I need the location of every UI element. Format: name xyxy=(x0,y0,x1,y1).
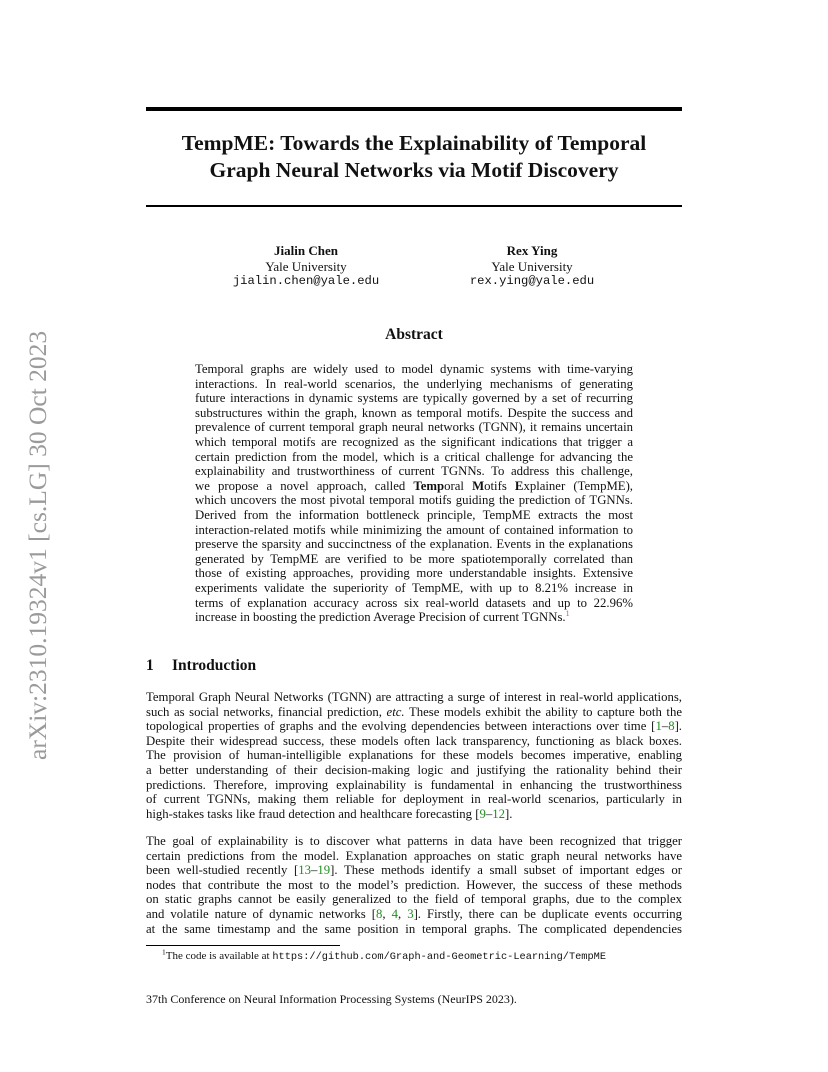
abstract-line: interactions. In real-world scenarios, the underlying mechanisms of generating xyxy=(195,376,633,391)
abstract-line: which uncovers the most pivotal temporal motifs guiding the prediction of TGNNs. xyxy=(195,493,633,508)
author-block-1 xyxy=(186,243,426,290)
paragraph-line: topological properties of graphs and the evolving dependencies between interactions over time [1–8]. xyxy=(146,719,682,734)
abstract-heading: Abstract xyxy=(385,326,443,343)
paragraph-line: and volatile nature of dynamic networks [8, 4, 3]. Firstly, there can be duplicate events occurring xyxy=(146,906,683,921)
author-name: Rex Ying xyxy=(506,243,558,258)
paragraph-line: on static graphs cannot be easily generalized to the field of temporal graphs, due to the complex xyxy=(146,892,682,907)
abstract-line: interaction-related motifs while minimizing the amount of contained information to xyxy=(195,522,633,537)
paper-title xyxy=(146,130,682,184)
abstract-line: Temporal graphs are widely used to model dynamic systems with time-varying xyxy=(195,362,633,376)
abstract-line: prevalence of current temporal graph neural networks (TGNN), it remains uncertain xyxy=(195,420,633,435)
code-repository-link[interactable]: https://github.com/Graph-and-Geometric-Learning/TempME xyxy=(272,951,607,963)
title-line-1: TempME: Towards the Explainability of Temporal xyxy=(181,131,647,155)
footnote-marker[interactable]: 1 xyxy=(565,608,570,618)
paragraph-line: Temporal Graph Neural Networks (TGNN) are attracting a surge of interest in real-world applications, xyxy=(146,690,682,704)
title-bottom-rule xyxy=(146,205,682,207)
paragraph-line: such as social networks, financial prediction, etc. These models exhibit the ability to capture both the xyxy=(146,704,682,719)
author-block-2 xyxy=(412,243,652,290)
title-top-rule xyxy=(146,107,682,111)
abstract-line: future interactions in dynamic systems are typically governed by a set of recurring xyxy=(195,391,633,406)
author-affiliation: Yale University xyxy=(265,258,347,274)
abstract-line: explainability and trustworthiness of current TGNNs. To address this challenge, xyxy=(195,464,633,479)
paragraph-line: nodes that contribute the most to the model’s prediction. However, the success of these methods xyxy=(146,877,682,892)
citation-link[interactable]: 4 xyxy=(391,906,398,921)
author-affiliation: Yale University xyxy=(491,258,573,274)
citation-link[interactable]: 8 xyxy=(376,906,383,921)
paragraph-line: certain predictions from the model. Explanation approaches on static graph neural networks have xyxy=(146,848,682,863)
abstract-line: preserve the sparsity and succinctness of the explanation. Events in the explanations xyxy=(195,537,633,552)
footnote-rule xyxy=(146,945,340,946)
abstract-text xyxy=(195,362,633,625)
author-name: Jialin Chen xyxy=(274,243,338,258)
citation-link[interactable]: 9 xyxy=(479,806,486,821)
paragraph-line: of current TGNNs, making them reliable for deployment in real-world scenarios, particularly in xyxy=(146,792,682,807)
abstract-line: we propose a novel approach, called Temporal Motifs Explainer (TempME), xyxy=(195,478,633,493)
citation-link[interactable]: 12 xyxy=(492,806,505,821)
footnote xyxy=(162,947,607,963)
citation-link[interactable]: 3 xyxy=(407,906,414,921)
intro-paragraph-2 xyxy=(146,834,682,936)
paragraph-line: The provision of human-intelligible explanations for these models becomes imperative, enabling xyxy=(146,748,682,763)
footnote-text: The code is available at xyxy=(165,950,273,962)
conference-note: 37th Conference on Neural Information Processing Systems (NeurIPS 2023). xyxy=(146,992,517,1006)
paragraph-line: a better understanding of their decision-making logic and justifying the rationality behind their xyxy=(146,762,682,777)
section-title: Introduction xyxy=(172,657,257,674)
abstract-line: experiments validate the superiority of TempME, with up to 8.21% increase in xyxy=(195,580,633,595)
citation-link[interactable]: 19 xyxy=(317,863,331,878)
author-email[interactable]: rex.ying@yale.edu xyxy=(469,274,595,288)
abstract-line: certain prediction from the model, which is a critical challenge for advancing the xyxy=(195,449,633,464)
citation-link[interactable]: 8 xyxy=(668,719,675,734)
author-email[interactable]: jialin.chen@yale.edu xyxy=(232,274,380,288)
abstract-line: generated by TempME are verified to be more spatiotemporally correlated than xyxy=(195,551,633,566)
intro-paragraph-1 xyxy=(146,690,682,821)
abstract-line: which temporal motifs are recognized as the significant indications that trigger a xyxy=(195,434,633,449)
abstract-line: Derived from the information bottleneck principle, TempME extracts the most xyxy=(195,507,633,522)
paragraph-line: Despite their widespread success, these models often lack transparency, functioning as black boxes. xyxy=(146,733,682,748)
title-line-2: Graph Neural Networks via Motif Discovery xyxy=(209,158,619,182)
arxiv-identifier-stamp: arXiv:2310.19324v1 [cs.LG] 30 Oct 2023 xyxy=(23,330,52,760)
citation-link[interactable]: 1 xyxy=(655,719,662,734)
abstract-line: terms of explanation accuracy across six real-world datasets and up to 22.96% xyxy=(195,595,633,610)
paragraph-line: The goal of explainability is to discover what patterns in data have been recognized that trigger xyxy=(146,834,682,848)
footnote-number: 1 xyxy=(162,947,166,957)
paragraph-line: predictions. Therefore, improving explainability is fundamental in enhancing the trustworthiness xyxy=(146,777,682,792)
abstract-line: increase in boosting the prediction Average Precision of current TGNNs. xyxy=(195,610,566,625)
abstract-line: substructures within the graph, known as temporal motifs. Despite the success and xyxy=(195,405,633,420)
paragraph-line: at the same timestamp and the same position in temporal graphs. The complicated dependencies xyxy=(146,921,682,936)
citation-link[interactable]: 13 xyxy=(298,863,312,878)
abstract-last-line xyxy=(195,610,633,625)
section-heading xyxy=(146,657,256,675)
section-number: 1 xyxy=(146,657,154,674)
paragraph-line: high-stakes tasks like fraud detection and healthcare forecasting [9–12]. xyxy=(146,806,513,821)
abstract-line: those of existing approaches, providing more understandable insights. Extensive xyxy=(195,566,633,581)
paragraph-line: been well-studied recently [13–19]. These methods identify a small subset of important edges or xyxy=(146,863,682,878)
